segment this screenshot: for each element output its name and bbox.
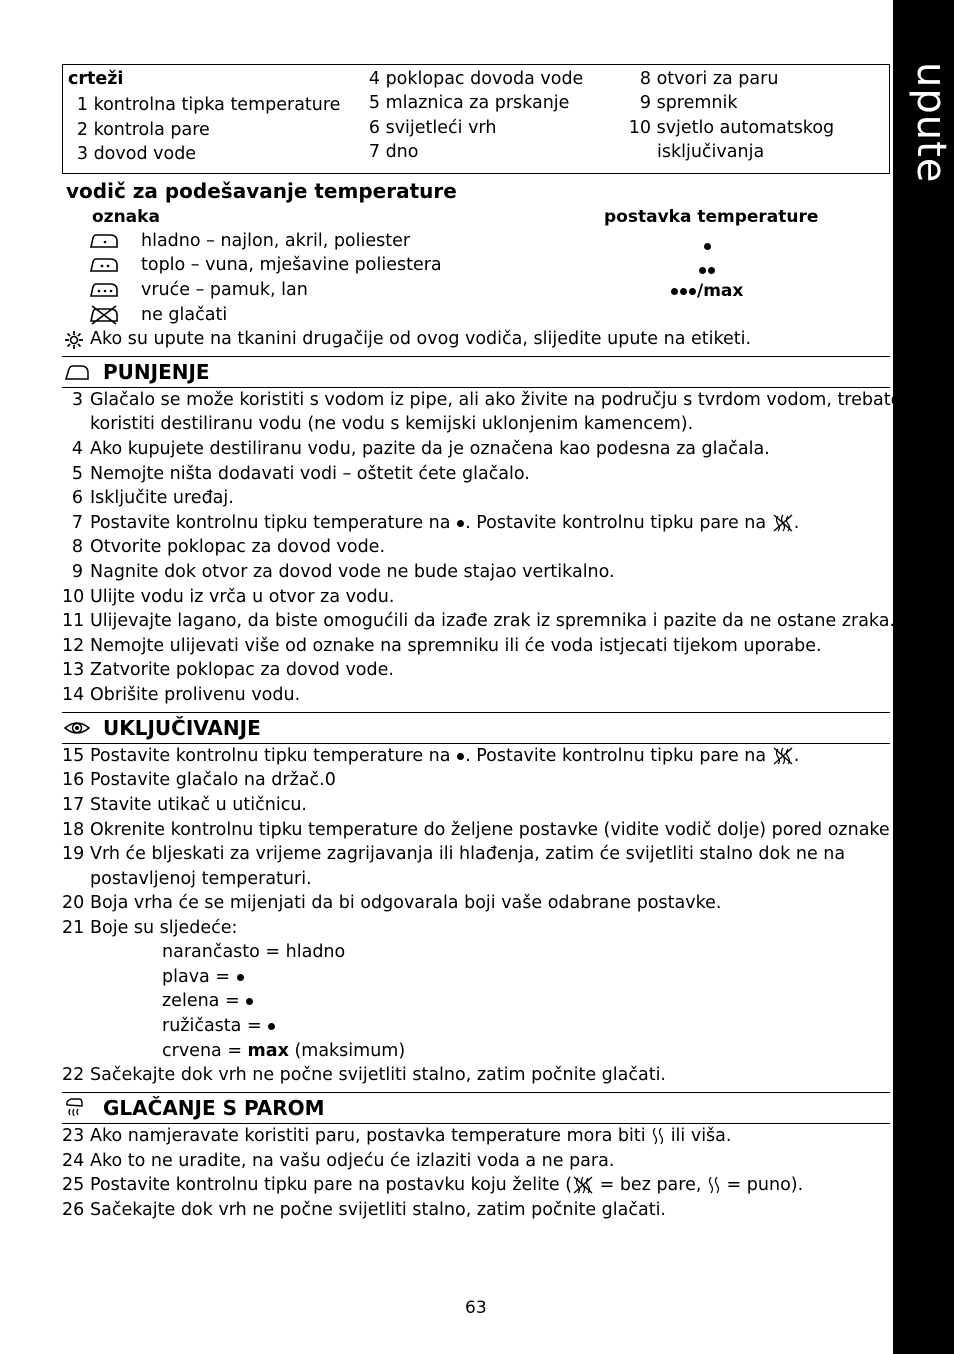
iron-outline-icon [64,361,90,383]
section-title: PUNJENJE [103,360,210,384]
color-item: plava = [162,965,245,990]
step: 20 Boja vrha će se mijenjati da bi odgovarala boji vaše odabrane postavke. [62,893,722,913]
part-item: 2 kontrola pare [76,120,210,140]
part-item: 6 svijetleći vrh [368,118,497,138]
step: 21 Boje su sljedeće: [62,918,238,938]
part-item: 7 dno [368,142,419,162]
step: 8 Otvorite poklopac za dovod vode. [71,537,386,557]
step: 6 Isključite uređaj. [71,488,234,508]
step: 14 Obrišite prolivenu vodu. [62,685,301,705]
steam-iron-icon [64,1097,90,1119]
part-item: 10 svjetlo automatskog [628,118,835,138]
guide-title: vodič za podešavanje temperature [66,179,457,203]
guide-row-text: hladno – najlon, akril, poliester [141,231,411,251]
setting-one-dot [703,236,712,255]
step: 18 Okrenite kontrolnu tipku temperature do željene postavke (vidite vodič dolje) pored oznake . [62,820,911,840]
no-steam-icon [772,746,794,766]
setting-two-dots [698,260,716,279]
page-number: 63 [465,1298,487,1318]
step: 5 Nemojte ništa dodavati vodi – oštetit ćete glačalo. [71,464,530,484]
step-continuation: koristiti destiliranu vodu (ne vodu s kemijski uklonjenim kamencem). [90,414,694,434]
iron-three-dots-icon [88,281,120,299]
guide-row-text: ne glačati [141,305,228,325]
step: 11 Ulijevajte lagano, da biste omogućili da izađe zrak iz spremnika i pazite da ne ostane zraka. [62,611,896,631]
step: 25 Postavite kontrolnu tipku pare na postavku koju želite ( = bez pare, = puno). [62,1175,804,1195]
iron-two-dots-icon [88,256,120,274]
step-continuation: postavljenoj temperaturi. [90,869,312,889]
sidebar-tab [893,0,954,1354]
parts-heading: crteži [68,69,124,89]
part-item: 3 dovod vode [76,144,197,164]
color-item: crvena = max (maksimum) [162,1041,406,1061]
part-item: 8 otvori za paru [639,69,779,89]
section-header-punjenje [62,356,890,388]
part-item: 9 spremnik [639,93,738,113]
step: 26 Sačekajte dok vrh ne počne svijetliti stalno, zatim počnite glačati. [62,1200,666,1220]
step: 3 Glačalo se može koristiti s vodom iz pipe, ali ako živite na području s tvrdom vodom, trebate [71,390,902,410]
step: 15 Postavite kontrolnu tipku temperature na . Postavite kontrolnu tipku pare na . [62,746,800,766]
color-item: zelena = [162,989,254,1014]
color-item: narančasto = hladno [162,942,346,962]
color-item: ružičasta = [162,1014,276,1039]
iron-one-dot-icon [88,232,120,250]
full-steam-icon [707,1175,721,1195]
guide-note: Ako su upute na tkanini drugačije od ovog vodiča, slijedite upute na etiketi. [90,329,752,349]
one-dot-symbol [457,520,464,527]
setting-three-dots-max: /max [670,279,743,303]
part-item: 4 poklopac dovoda vode [368,69,584,89]
step: 24 Ako to ne uradite, na vašu odjeću će izlaziti voda a ne para. [62,1151,615,1171]
step: 10 Ulijte vodu iz vrča u otvor za vodu. [62,587,395,607]
guide-col-setting: postavka temperature [604,207,819,227]
part-item: 1 kontrolna tipka temperature [76,95,341,115]
sidebar-title: upute [908,62,954,184]
section-header-ukljucivanje [62,712,890,744]
section-title: UKLJUČIVANJE [103,716,261,740]
eye-icon [64,717,90,739]
no-steam-icon [772,513,794,533]
step: 23 Ako namjeravate koristiti paru, postavka temperature mora biti ili viša. [62,1126,732,1146]
guide-row-text: toplo – vuna, mješavine poliestera [141,255,442,275]
step: 19 Vrh će bljeskati za vrijeme zagrijavanja ili hlađenja, zatim će svijetliti stalno dok ne na [62,844,846,864]
step: 13 Zatvorite poklopac za dovod vode. [62,660,394,680]
guide-row-text: vruće – pamuk, lan [141,280,308,300]
full-steam-icon [651,1126,665,1146]
step: 9 Nagnite dok otvor za dovod vode ne bude stajao vertikalno. [71,562,615,582]
sun-note-icon [65,331,83,349]
step: 16 Postavite glačalo na držač.0 [62,770,336,790]
section-header-glacanje [62,1092,890,1124]
step: 4 Ako kupujete destiliranu vodu, pazite da je označena kao podesna za glačala. [71,439,770,459]
part-item: 5 mlaznica za prskanje [368,93,570,113]
step: 22 Sačekajte dok vrh ne počne svijetliti stalno, zatim počnite glačati. [62,1065,666,1085]
step: 7 Postavite kontrolnu tipku temperature na . Postavite kontrolnu tipku pare na . [71,513,800,533]
one-dot-symbol [457,753,464,760]
step: 17 Stavite utikač u utičnicu. [62,795,307,815]
section-title: GLAČANJE S PAROM [103,1096,325,1120]
part-item: isključivanja [657,142,765,162]
step: 12 Nemojte ulijevati više od oznake na spremniku ili će voda istjecati tijekom uporabe. [62,636,822,656]
marker-indicator-icon [895,821,905,839]
do-not-iron-icon [88,305,120,325]
no-steam-icon [572,1175,594,1195]
guide-col-symbol: oznaka [92,207,160,227]
